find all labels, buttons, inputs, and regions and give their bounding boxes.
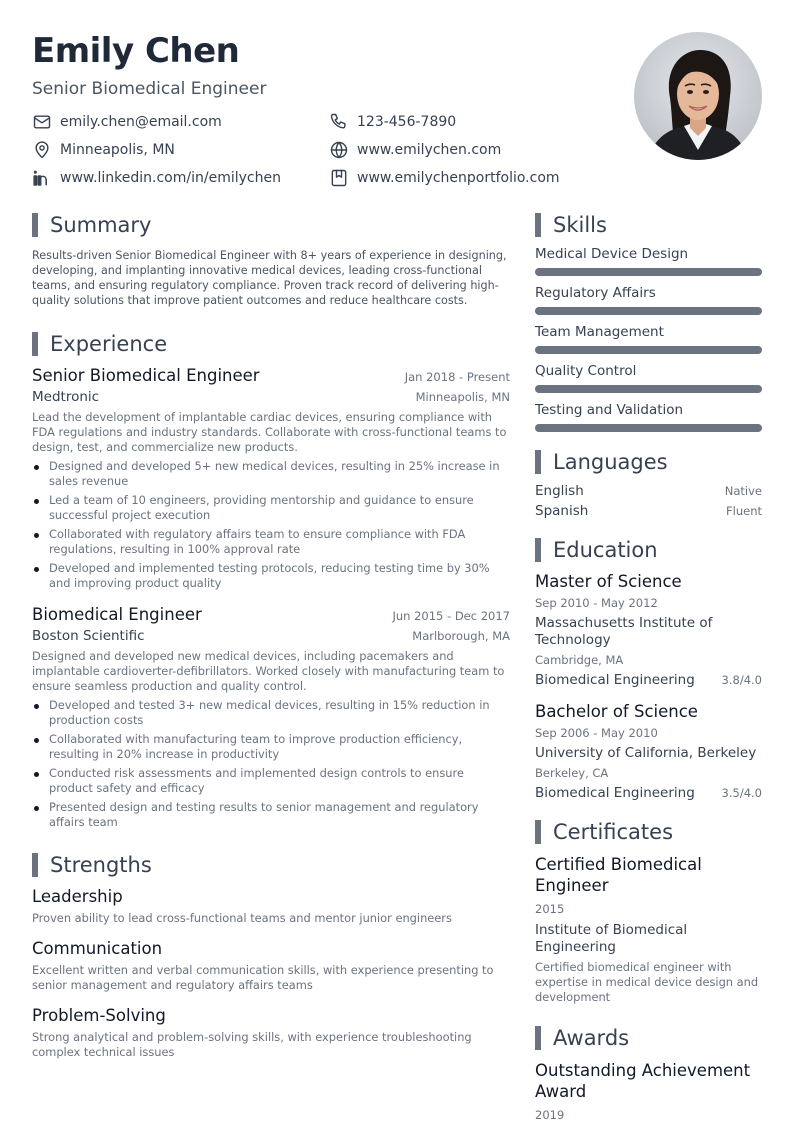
- job-location: Minneapolis, MN: [415, 390, 510, 404]
- job-title: Senior Biomedical Engineer: [32, 366, 260, 385]
- skill-item: [535, 323, 762, 354]
- heading-accent-bar: [535, 450, 541, 474]
- contact-phone[interactable]: [329, 112, 456, 132]
- job-description: Lead the development of implantable cardiac devices, ensuring compliance with FDA regulations and industry standards. Collaborate with cross-functional teams to design, test, and commercialize new products.: [32, 410, 507, 454]
- skills-heading: [535, 212, 762, 238]
- certificate-year: 2015: [535, 902, 565, 916]
- skill-level-bar: [535, 346, 762, 354]
- degree-title: Master of Science: [535, 572, 682, 591]
- job-company: Boston Scientific: [32, 628, 145, 644]
- education-entry: [535, 572, 762, 688]
- skill-name: Medical Device Design: [535, 246, 689, 262]
- experience-heading-text: Experience: [50, 332, 168, 356]
- bookmark-icon: [329, 168, 349, 188]
- certificates-heading-text: Certificates: [553, 820, 674, 844]
- degree-title: Bachelor of Science: [535, 702, 698, 721]
- skill-level-bar: [535, 385, 762, 393]
- heading-accent-bar: [32, 853, 38, 877]
- skill-level-bar: [535, 307, 762, 315]
- languages-heading: [535, 449, 762, 475]
- skill-level-bar: [535, 424, 762, 432]
- skill-item: [535, 362, 762, 393]
- heading-accent-bar: [32, 213, 38, 237]
- candidate-name: Emily Chen: [32, 31, 240, 71]
- skill-item: [535, 401, 762, 432]
- strength-title: Communication: [32, 939, 163, 958]
- awards-heading: [535, 1025, 762, 1051]
- bullet-item: Conducted risk assessments and implemented design controls to ensure product safety and efficacy: [32, 766, 510, 796]
- summary-heading: [32, 212, 510, 238]
- skill-name: Testing and Validation: [535, 402, 684, 418]
- gpa: 3.8/4.0: [721, 673, 762, 687]
- languages-list: [535, 483, 762, 519]
- linkedin-text: www.linkedin.com/in/emilychen: [60, 170, 281, 186]
- heading-accent-bar: [535, 820, 541, 844]
- profile-photo: [634, 32, 762, 160]
- email-text: emily.chen@email.com: [60, 114, 222, 130]
- job-entry: [32, 366, 510, 591]
- mail-icon: [32, 112, 52, 132]
- award-title: Outstanding Achievement Award: [535, 1061, 751, 1101]
- certificate-description: Certified biomedical engineer with expertise in medical device design and development: [535, 960, 759, 1004]
- strengths-heading-text: Strengths: [50, 853, 152, 877]
- sidebar-column: [535, 212, 762, 1122]
- skill-name: Team Management: [535, 324, 664, 340]
- bullet-item: Developed and implemented testing protocols, reducing testing time by 30% and improving product quality: [32, 561, 510, 591]
- bullet-item: Collaborated with regulatory affairs team to ensure compliance with FDA regulations, resulting in 100% approval rate: [32, 527, 510, 557]
- strength-description: Excellent written and verbal communication skills, with experience presenting to senior management and regulatory affairs teams: [32, 963, 494, 992]
- heading-accent-bar: [535, 1026, 541, 1050]
- strength-item: [32, 887, 510, 926]
- job-dates: Jan 2018 - Present: [404, 370, 510, 384]
- resume-header: [32, 30, 612, 186]
- award-year: 2019: [535, 1108, 565, 1122]
- job-description: Designed and developed new medical devices, including pacemakers and implantable cardioverter-defibrillators. Worked closely with manufacturing team to ensure seamless production and quality control.: [32, 649, 505, 693]
- education-dates: Sep 2010 - May 2012: [535, 596, 658, 610]
- contact-website[interactable]: [329, 140, 501, 160]
- website-text: www.emilychen.com: [357, 142, 502, 158]
- school-name: University of California, Berkeley: [535, 745, 757, 761]
- awards-heading-text: Awards: [553, 1026, 630, 1050]
- field-of-study: Biomedical Engineering: [535, 672, 695, 688]
- portfolio-text: www.emilychenportfolio.com: [357, 170, 560, 186]
- main-column: [32, 212, 510, 1060]
- school-location: Berkeley, CA: [535, 766, 609, 780]
- skill-item: [535, 245, 762, 276]
- job-dates: Jun 2015 - Dec 2017: [392, 609, 510, 623]
- heading-accent-bar: [535, 538, 541, 562]
- certificate-entry: [535, 854, 762, 1005]
- experience-heading: [32, 331, 510, 357]
- skill-level-bar: [535, 268, 762, 276]
- phone-text: 123-456-7890: [357, 114, 457, 130]
- strength-description: Proven ability to lead cross-functional teams and mentor junior engineers: [32, 911, 452, 925]
- award-entry: [535, 1060, 762, 1122]
- strength-title: Leadership: [32, 887, 123, 906]
- strengths-heading: [32, 852, 510, 878]
- skills-heading-text: Skills: [553, 213, 607, 237]
- certificate-title: Certified Biomedical Engineer: [535, 855, 702, 895]
- bullet-item: Led a team of 10 engineers, providing mentorship and guidance to ensure successful project execution: [32, 493, 510, 523]
- strength-description: Strong analytical and problem-solving skills, with experience troubleshooting complex technical issues: [32, 1030, 472, 1059]
- job-location: Marlborough, MA: [412, 629, 510, 643]
- strength-item: [32, 939, 510, 993]
- language-item: [535, 483, 762, 499]
- heading-accent-bar: [32, 332, 38, 356]
- contact-linkedin[interactable]: [32, 168, 281, 188]
- field-of-study: Biomedical Engineering: [535, 785, 695, 801]
- summary-heading-text: Summary: [50, 213, 152, 237]
- language-item: [535, 503, 762, 519]
- strength-item: [32, 1006, 510, 1060]
- candidate-title: Senior Biomedical Engineer: [32, 79, 267, 99]
- map-pin-icon: [32, 140, 52, 160]
- languages-heading-text: Languages: [553, 450, 668, 474]
- bullet-item: Developed and tested 3+ new medical devices, resulting in 15% reduction in production costs: [32, 698, 510, 728]
- language-level: Fluent: [726, 504, 762, 518]
- skill-name: Regulatory Affairs: [535, 285, 656, 301]
- gpa: 3.5/4.0: [721, 786, 762, 800]
- portrait-image: [634, 32, 762, 160]
- school-location: Cambridge, MA: [535, 653, 624, 667]
- location-text: Minneapolis, MN: [60, 142, 175, 158]
- education-dates: Sep 2006 - May 2010: [535, 726, 658, 740]
- education-heading-text: Education: [553, 538, 658, 562]
- linkedin-icon: [32, 168, 52, 188]
- contact-portfolio[interactable]: [329, 168, 560, 188]
- language-level: Native: [724, 484, 762, 498]
- summary-text: Results-driven Senior Biomedical Engineer with 8+ years of experience in designing, developing, and implanting innovative medical devices, leading cross-functional teams, and ensuring regulatory compliance. Proven track record of delivering high-quality solutions that improve patient outcomes and reduce healthcare costs.: [32, 249, 507, 307]
- job-title: Biomedical Engineer: [32, 605, 202, 624]
- strength-title: Problem-Solving: [32, 1006, 166, 1025]
- skill-item: [535, 284, 762, 315]
- language-name: Spanish: [535, 503, 589, 519]
- education-entry: [535, 702, 762, 801]
- contact-email[interactable]: [32, 112, 222, 132]
- heading-accent-bar: [535, 213, 541, 237]
- bullet-item: Collaborated with manufacturing team to improve production efficiency, resulting in 20% increase in productivity: [32, 732, 510, 762]
- contact-location: [32, 140, 175, 160]
- education-heading: [535, 537, 762, 563]
- bullet-item: Presented design and testing results to senior management and regulatory affairs team: [32, 800, 510, 830]
- job-company: Medtronic: [32, 389, 100, 405]
- globe-icon: [329, 140, 349, 160]
- job-entry: [32, 605, 510, 830]
- phone-icon: [329, 112, 349, 132]
- school-name: Massachusetts Institute of Technology: [535, 615, 713, 648]
- skill-name: Quality Control: [535, 363, 637, 379]
- certificates-heading: [535, 819, 762, 845]
- skills-list: [535, 245, 762, 432]
- bullet-item: Designed and developed 5+ new medical devices, resulting in 25% increase in sales revenue: [32, 459, 510, 489]
- certificate-organization: Institute of Biomedical Engineering: [535, 922, 688, 955]
- language-name: English: [535, 483, 584, 499]
- job-bullets: [32, 698, 510, 830]
- job-bullets: [32, 459, 510, 591]
